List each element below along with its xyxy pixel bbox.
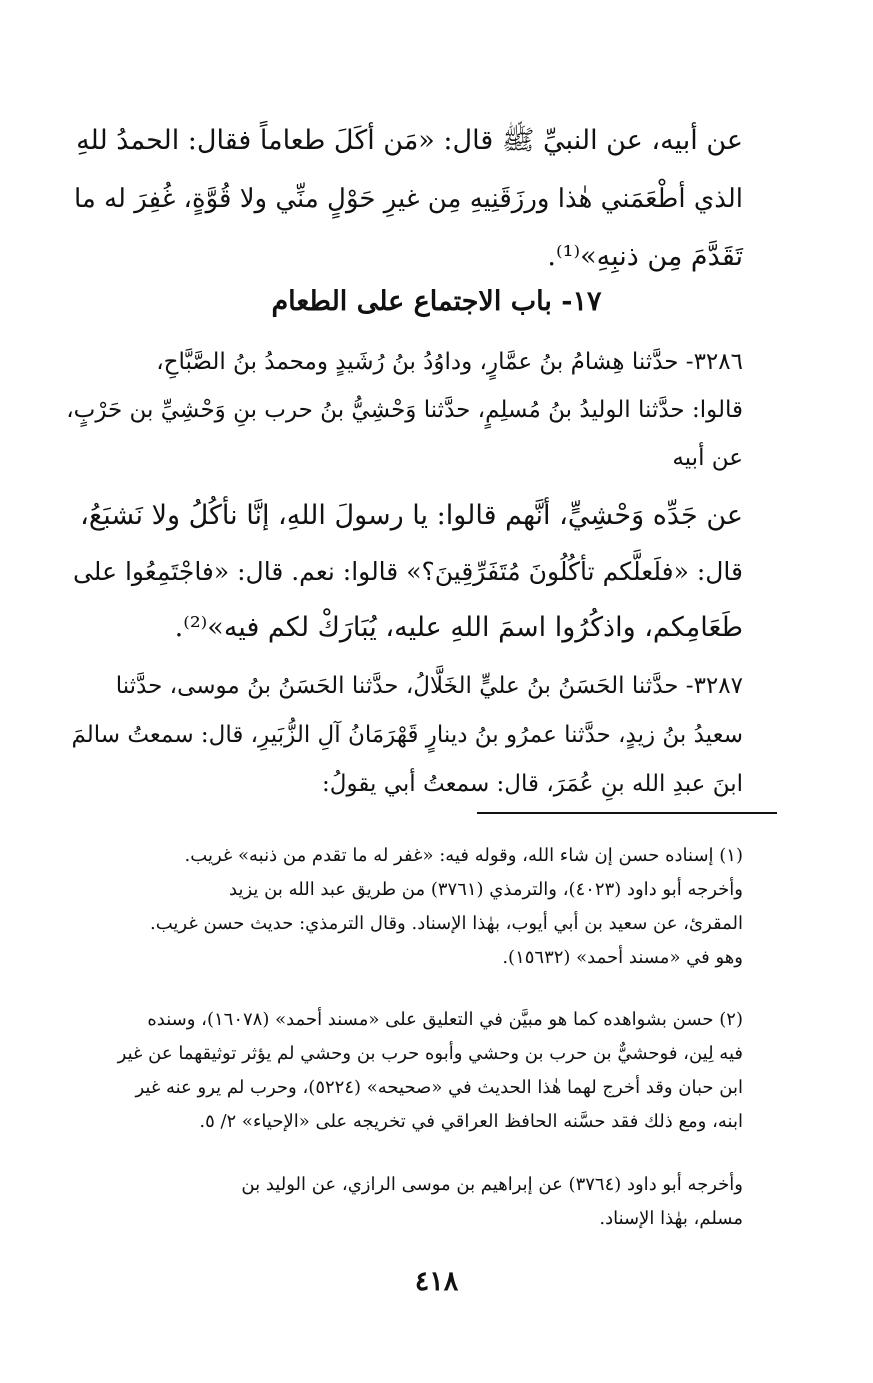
text-line: طَعَامِكم، واذكُرُوا اسمَ اللهِ عليه، يُبَارَكْ لكم فيه»⁽²⁾. (174, 612, 743, 643)
footnote-line: المقرئ، عن سعيد بن أبي أيوب، بهٰذا الإسناد. وقال الترمذي: حديث حسن غريب. (150, 913, 743, 934)
footnote-line: (٢) حسن بشواهده كما هو مبيَّن في التعليق على «مسند أحمد» (١٦٠٧٨)، وسنده (147, 1009, 743, 1030)
footnote-line: ابنه، ومع ذلك فقد حسَّنه الحافظ العراقي في تخريجه على «الإحياء» ٢/ ٥. (199, 1111, 743, 1132)
footnote-line: وأخرجه أبو داود (٣٧٦٤) عن إبراهيم بن موسى الرازي، عن الوليد بن (241, 1174, 743, 1195)
text-line: سعيدُ بنُ زيدٍ، حدَّثنا عمرُو بنُ دينارٍ قَهْرَمَانُ آلِ الزُّبَيرِ، قال: سمعتُ سالمَ (71, 722, 743, 748)
chapter-heading: ١٧- باب الاجتماع على الطعام (271, 286, 602, 317)
footnote-line: (١) إسناده حسن إن شاء الله، وقوله فيه: «غفر له ما تقدم من ذنبه» غريب. (184, 845, 743, 866)
text-line: تَقَدَّمَ مِن ذنبِهِ»⁽¹⁾. (547, 241, 743, 272)
footnote-line: ابن حبان وقد أخرج لهما هٰذا الحديث في «صحيحه» (٥٢٢٤)، وحرب لم يرو عنه غير (135, 1077, 743, 1098)
footnote-2 (64, 1003, 743, 1139)
hadith-3287-isnad (64, 662, 743, 809)
text-line: عن أبيه (672, 445, 743, 471)
footnote-line: فيه لِين، فوحشيٌّ بن حرب بن وحشي وأبوه حرب بن وحشي لم يؤثر توثيقهما عن غير (117, 1043, 743, 1064)
footnote-separator (477, 812, 777, 814)
text-line: قال: «فلَعلَّكم تأكُلُونَ مُتَفَرِّقِينَ؟» قالوا: نعم. قال: «فاجْتَمِعُوا على (72, 557, 743, 586)
text-line: ٣٢٨٧- حدَّثنا الحَسَنُ بنُ عليٍّ الخَلَّالُ، حدَّثنا الحَسَنُ بنُ موسى، حدَّثنا (115, 673, 743, 699)
text-line: عن جَدِّه وَحْشِيٍّ، أنَّهم قالوا: يا رسولَ اللهِ، إنَّا نأكُلُ ولا نَشبَعُ، (80, 500, 743, 531)
text-line: الذي أطْعَمَني هٰذا ورزَقَنِيهِ مِن غيرِ حَوْلٍ منِّي ولا قُوَّةٍ، غُفِرَ له ما (73, 184, 743, 214)
footnote-line: وهو في «مسند أحمد» (١٥٦٣٢). (502, 947, 743, 968)
footnote-line: وأخرجه أبو داود (٤٠٢٣)، والترمذي (٣٧٦١) من طريق عبد الله بن يزيد (229, 879, 743, 900)
text-line: ابنَ عبدِ الله بنِ عُمَرَ، قال: سمعتُ أبي يقولُ: (322, 771, 743, 797)
hadith-3286-isnad (64, 338, 743, 482)
hadith-3286-matn (64, 488, 743, 656)
footnote-2-continued (64, 1168, 743, 1236)
page-number: ٤١٨ (414, 1266, 459, 1297)
continuation-paragraph (64, 112, 743, 286)
text-line: قالوا: حدَّثنا الوليدُ بنُ مُسلِمٍ، حدَّثنا وَحْشِيُّ بنُ حرب بنِ وَحْشِيِّ بن حَرْبٍ، (66, 397, 743, 423)
footnote-1 (64, 839, 743, 975)
text-line: عن أبيه، عن النبيِّ ﷺ قال: «مَن أكَلَ طعاماً فقال: الحمدُ للهِ (76, 125, 743, 156)
text-line: ٣٢٨٦- حدَّثنا هِشامُ بنُ عمَّارٍ، وداوُدُ بنُ رُشَيدٍ ومحمدُ بنُ الصَّبَّاحِ، (156, 349, 743, 375)
footnote-line: مسلم، بهٰذا الإسناد. (599, 1208, 743, 1229)
